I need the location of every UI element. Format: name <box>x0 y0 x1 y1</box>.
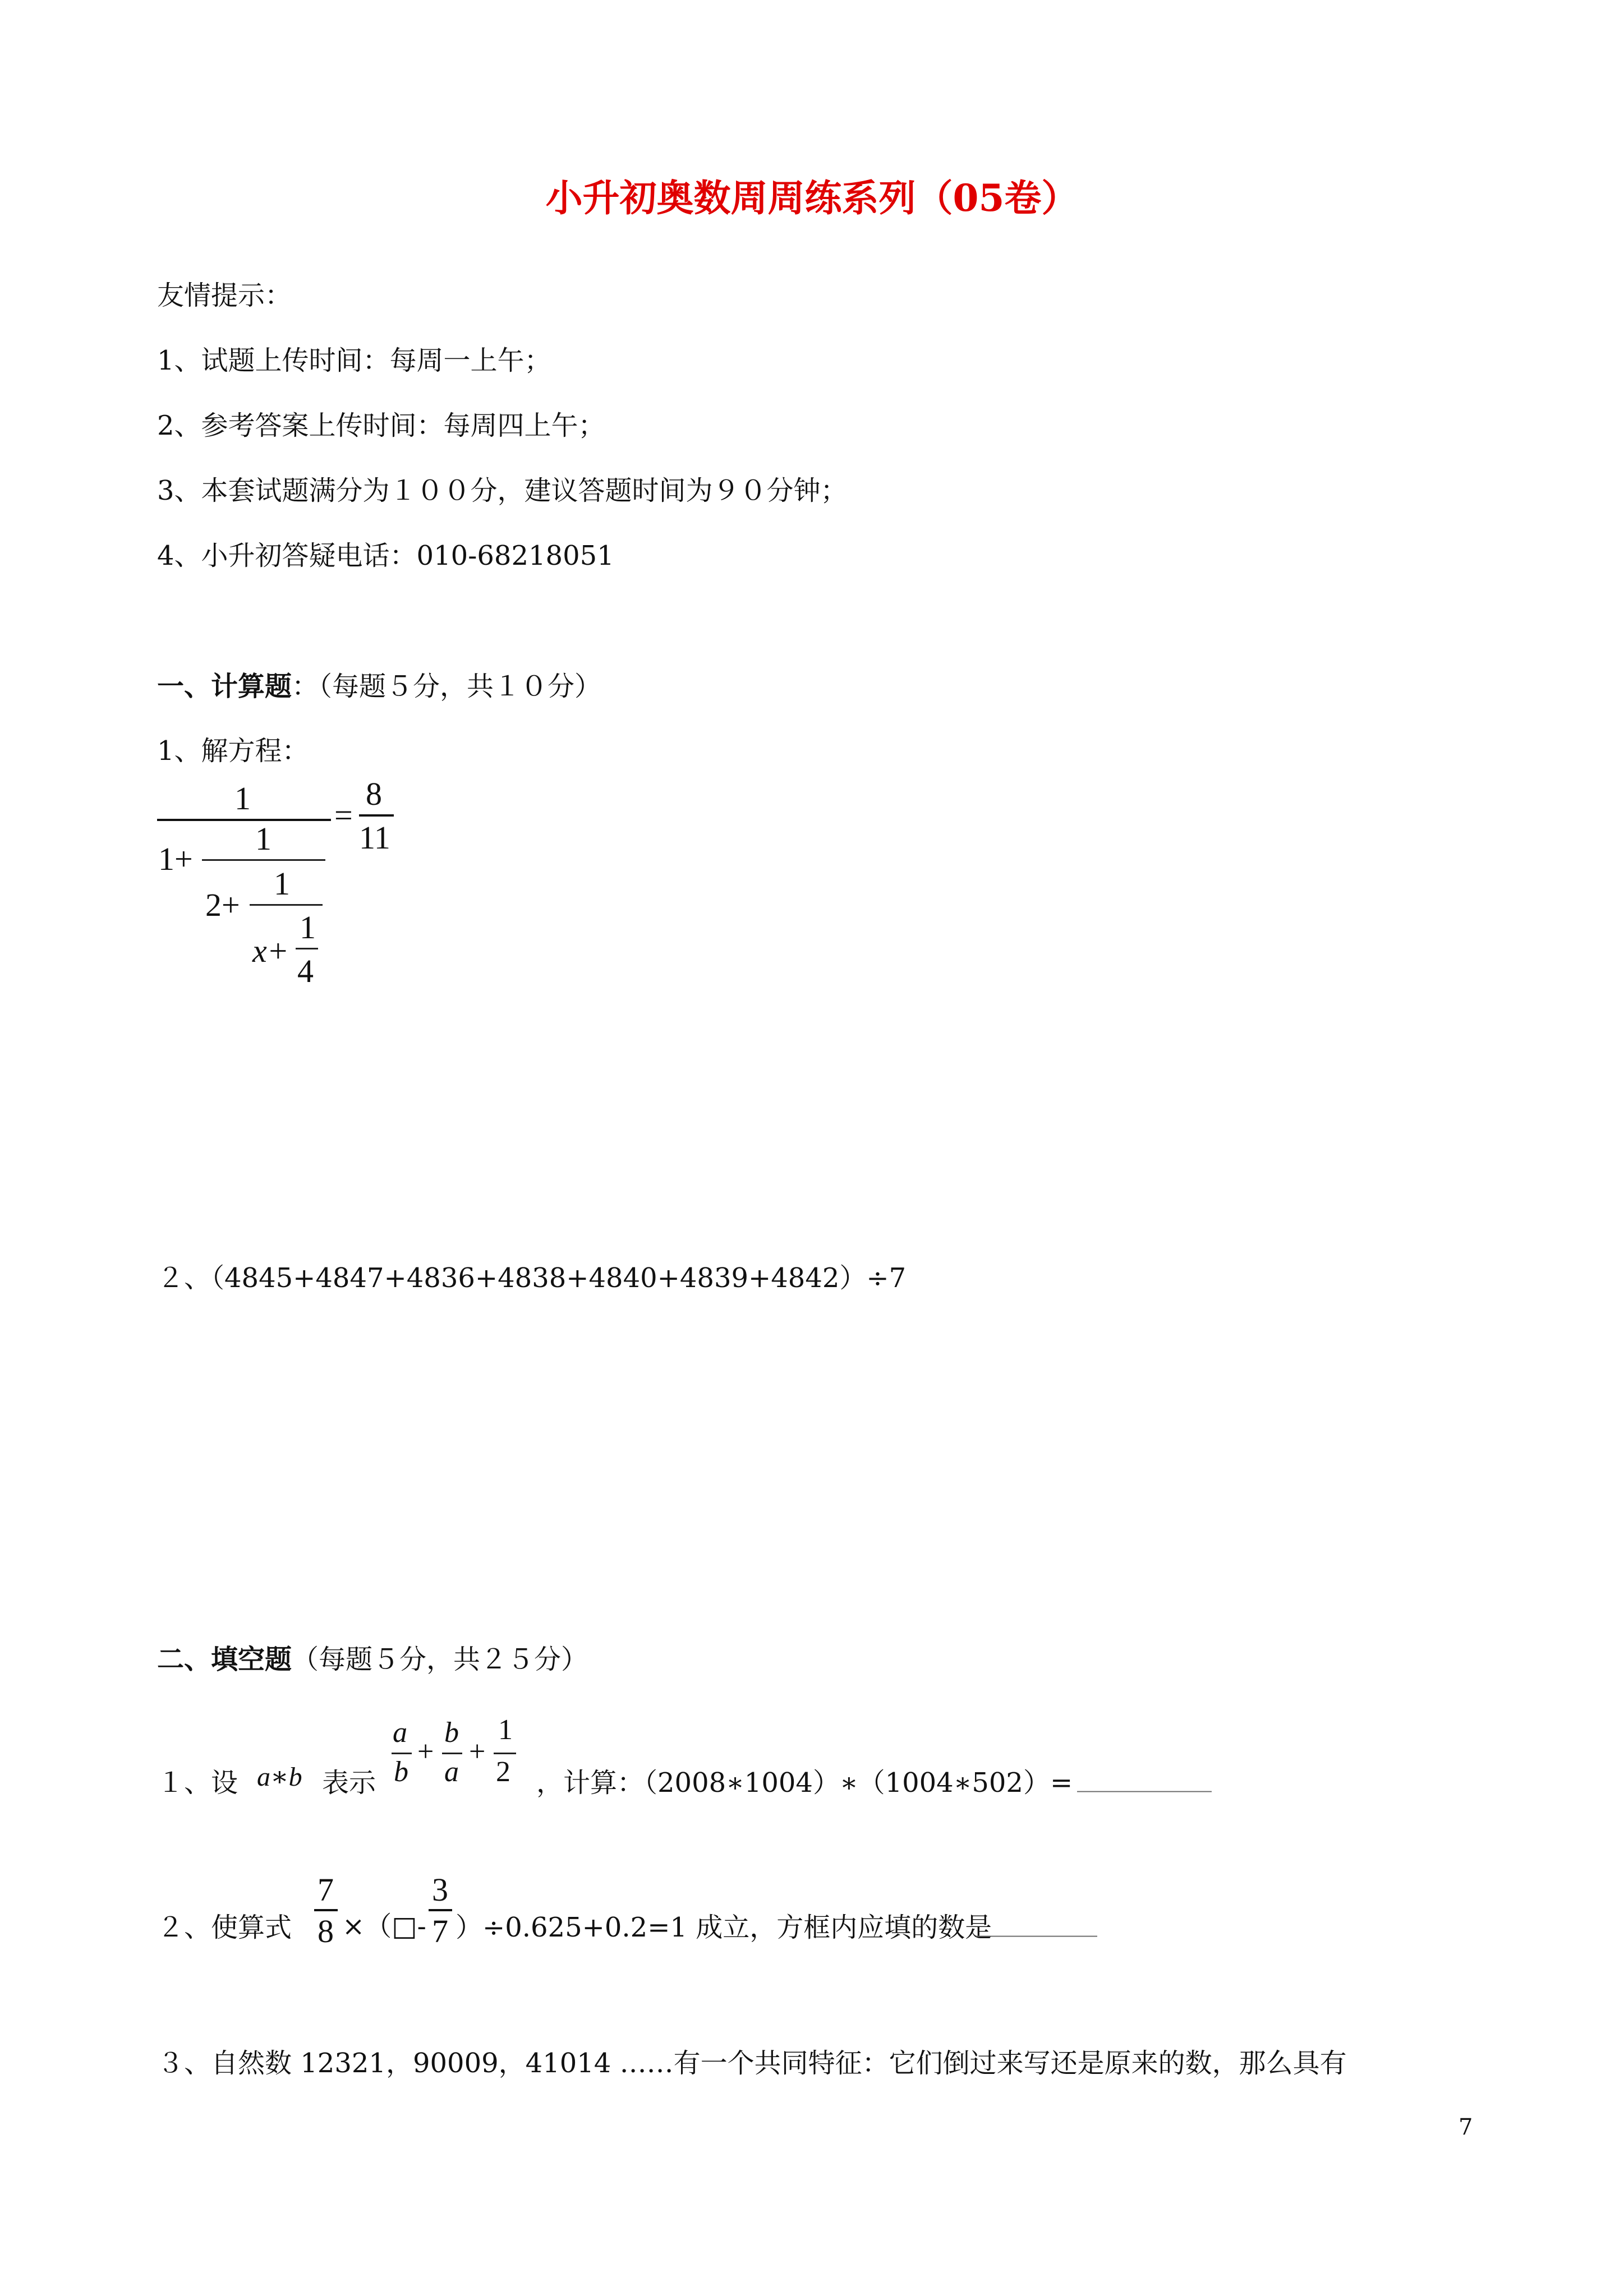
question-2: ２、（4845+4847+4836+4838+4840+4839+4842）÷7 <box>157 1262 907 1294</box>
equals-sign: = <box>334 797 353 833</box>
half-bar <box>494 1753 516 1754</box>
page-title: 小升初奥数周周练系列（05卷） <box>545 176 1079 220</box>
x-plus: x+ <box>252 933 289 969</box>
plus-sign: + <box>469 1736 486 1768</box>
frac1-den: 8 <box>318 1913 334 1949</box>
two-plus: 2+ <box>205 887 240 923</box>
rhs-numerator: 8 <box>366 776 382 812</box>
section-title: 一、计算题 <box>157 671 292 702</box>
tip-item: 1、试题上传时间：每周一上午； <box>157 345 551 376</box>
frac1-num: 7 <box>318 1871 334 1908</box>
frac-ba-bar <box>442 1753 462 1754</box>
section-heading <box>157 665 601 703</box>
rhs-fraction-bar <box>359 814 394 817</box>
tips-heading: 友情提示： <box>157 280 292 311</box>
fill-question-3: ３、自然数 12321，90009，41014 ……有一个共同特征：它们倒过来写还是原来的数，那么具有 <box>157 2048 1347 2079</box>
rhs-denominator: 11 <box>359 819 390 856</box>
q1-suffix: ，计算：（2008∗1004）∗（1004∗502）= <box>536 1767 1073 1799</box>
answer-blank: __________ <box>1077 1761 1212 1792</box>
main-fraction-bar <box>157 819 331 821</box>
tip-item: 4、小升初答疑电话：010-68218051 <box>157 540 614 571</box>
numerator-one: 1 <box>234 780 251 817</box>
one-plus: 1+ <box>158 841 193 877</box>
section-note: ：（每题５分，共１０分） <box>292 671 602 702</box>
level3-fraction-bar <box>250 904 323 906</box>
tip-item: 2、参考答案上传时间：每周四上午； <box>157 410 605 441</box>
section-title: 二、填空题 <box>157 1644 292 1675</box>
answer-blank: _________ <box>976 1906 1097 1937</box>
quarter-fraction-bar <box>296 948 318 949</box>
page-number: 7 <box>1459 2114 1473 2140</box>
q1-mid: 表示 <box>322 1767 376 1799</box>
quarter-numerator: 1 <box>300 909 316 946</box>
quarter-denominator: 4 <box>297 953 314 989</box>
frac-ab-bar <box>392 1753 412 1754</box>
q2-suffix: ）÷0.625+0.2=1 成立，方框内应填的数是 <box>456 1912 992 1943</box>
frac2-den: 7 <box>432 1913 448 1949</box>
section-note: （每题５分，共２５分） <box>292 1644 588 1675</box>
question-label: 1、解方程： <box>157 735 309 767</box>
half-den: 2 <box>496 1756 510 1788</box>
frac2-bar <box>429 1909 452 1911</box>
frac2-num: 3 <box>432 1871 448 1908</box>
frac1-bar <box>314 1909 338 1911</box>
half-num: 1 <box>498 1714 513 1746</box>
frac-a-den: a <box>444 1756 459 1788</box>
level2-fraction-bar <box>202 859 325 861</box>
plus-sign: + <box>417 1736 434 1768</box>
frac-b-den: b <box>394 1756 408 1788</box>
q1-expr: a∗b <box>257 1762 302 1792</box>
times-box: ×（□- <box>342 1911 426 1942</box>
level2-numerator: 1 <box>255 820 272 857</box>
frac-a-num: a <box>393 1717 407 1749</box>
q2-prefix: ２、使算式 <box>157 1912 292 1943</box>
level3-numerator: 1 <box>274 865 290 902</box>
section-heading <box>157 1638 588 1676</box>
frac-b-num: b <box>444 1717 459 1749</box>
q1-prefix: １、设 <box>157 1767 238 1799</box>
tip-item: 3、本套试题满分为１００分，建议答题时间为９０分钟； <box>157 475 848 506</box>
